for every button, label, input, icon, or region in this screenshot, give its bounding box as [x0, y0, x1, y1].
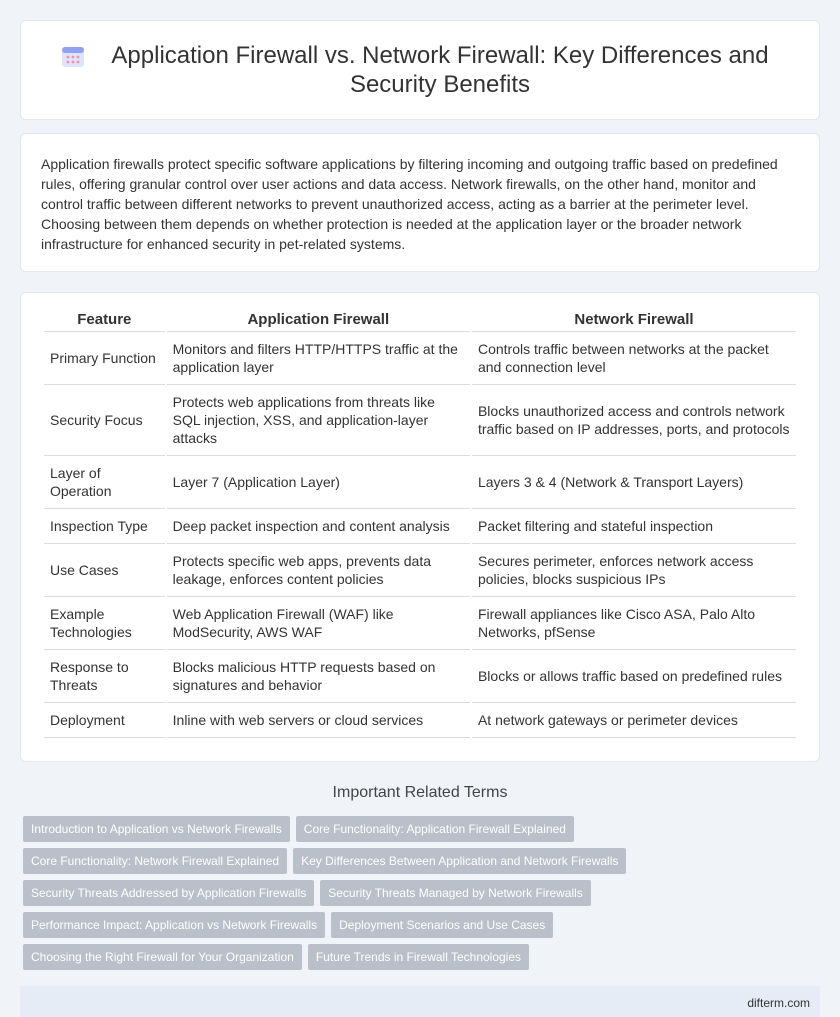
- feature-cell: Layer of Operation: [44, 456, 165, 509]
- feature-cell: Example Technologies: [44, 597, 165, 650]
- application-cell: Deep packet inspection and content analysis: [167, 509, 470, 544]
- application-cell: Monitors and filters HTTP/HTTPS traffic at the application layer: [167, 332, 470, 385]
- comparison-table-card: [20, 292, 820, 762]
- network-cell: Blocks unauthorized access and controls network traffic based on IP addresses, ports, and protocols: [472, 385, 796, 456]
- network-cell: Firewall appliances like Cisco ASA, Palo Alto Networks, pfSense: [472, 597, 796, 650]
- related-term-link[interactable]: Choosing the Right Firewall for Your Organization: [23, 944, 302, 970]
- related-term-link[interactable]: Core Functionality: Application Firewall Explained: [296, 816, 574, 842]
- network-cell: Controls traffic between networks at the packet and connection level: [472, 332, 796, 385]
- application-cell: Inline with web servers or cloud services: [167, 703, 470, 738]
- feature-cell: Response to Threats: [44, 650, 165, 703]
- table-row: [44, 332, 796, 385]
- table-row: [44, 456, 796, 509]
- related-term-link[interactable]: Introduction to Application vs Network Firewalls: [23, 816, 290, 842]
- feature-cell: Deployment: [44, 703, 165, 738]
- application-cell: Protects web applications from threats like SQL injection, XSS, and application-layer attacks: [167, 385, 470, 456]
- header-network-firewall: Network Firewall: [472, 305, 796, 332]
- related-term-link[interactable]: Security Threats Managed by Network Firewalls: [320, 880, 591, 906]
- application-cell: Blocks malicious HTTP requests based on signatures and behavior: [167, 650, 470, 703]
- related-term-link[interactable]: Core Functionality: Network Firewall Explained: [23, 848, 287, 874]
- feature-cell: Security Focus: [44, 385, 165, 456]
- table-row: [44, 509, 796, 544]
- feature-cell: Use Cases: [44, 544, 165, 597]
- feature-cell: Inspection Type: [44, 509, 165, 544]
- related-terms-title: Important Related Terms: [332, 784, 508, 801]
- network-cell: At network gateways or perimeter devices: [472, 703, 796, 738]
- footer-site-name: difterm.com: [747, 996, 810, 1010]
- network-cell: Packet filtering and stateful inspection: [472, 509, 796, 544]
- page-title: Application Firewall vs. Network Firewall: Key Differences and Security Benefits: [111, 42, 769, 98]
- calendar-grid-icon: [60, 43, 86, 69]
- header-feature: Feature: [44, 305, 165, 332]
- related-term-link[interactable]: Deployment Scenarios and Use Cases: [331, 912, 553, 938]
- related-term-link[interactable]: Performance Impact: Application vs Network Firewalls: [23, 912, 325, 938]
- related-term-link[interactable]: Future Trends in Firewall Technologies: [308, 944, 529, 970]
- header-application-firewall: Application Firewall: [167, 305, 470, 332]
- related-tags: [23, 816, 820, 970]
- table-row: [44, 544, 796, 597]
- page-footer: [20, 986, 820, 1017]
- table-row: [44, 650, 796, 703]
- intro-text: Application firewalls protect specific software applications by filtering incoming and outgoing traffic based on predefined rules, offering granular control over user actions and data access. Network firewalls, on the other hand, monitor and control traffic between different networks to prevent unauthorized access, acting as a barrier at the perimeter level. Choosing between them depends on whether protection is needed at the application layer or the broader network infrastructure for enhanced security in pet-related systems.: [41, 156, 778, 252]
- related-terms-section: [0, 784, 840, 970]
- comparison-table: [42, 305, 798, 738]
- application-cell: Layer 7 (Application Layer): [167, 456, 470, 509]
- application-cell: Web Application Firewall (WAF) like ModSecurity, AWS WAF: [167, 597, 470, 650]
- network-cell: Layers 3 & 4 (Network & Transport Layers): [472, 456, 796, 509]
- application-cell: Protects specific web apps, prevents data leakage, enforces content policies: [167, 544, 470, 597]
- related-term-link[interactable]: Key Differences Between Application and Network Firewalls: [293, 848, 626, 874]
- table-row: [44, 703, 796, 738]
- network-cell: Secures perimeter, enforces network access policies, blocks suspicious IPs: [472, 544, 796, 597]
- intro-section: [20, 133, 820, 272]
- network-cell: Blocks or allows traffic based on predefined rules: [472, 650, 796, 703]
- related-term-link[interactable]: Security Threats Addressed by Application Firewalls: [23, 880, 314, 906]
- page-header: [20, 20, 820, 120]
- table-row: [44, 597, 796, 650]
- table-header-row: [44, 305, 796, 332]
- table-row: [44, 385, 796, 456]
- feature-cell: Primary Function: [44, 332, 165, 385]
